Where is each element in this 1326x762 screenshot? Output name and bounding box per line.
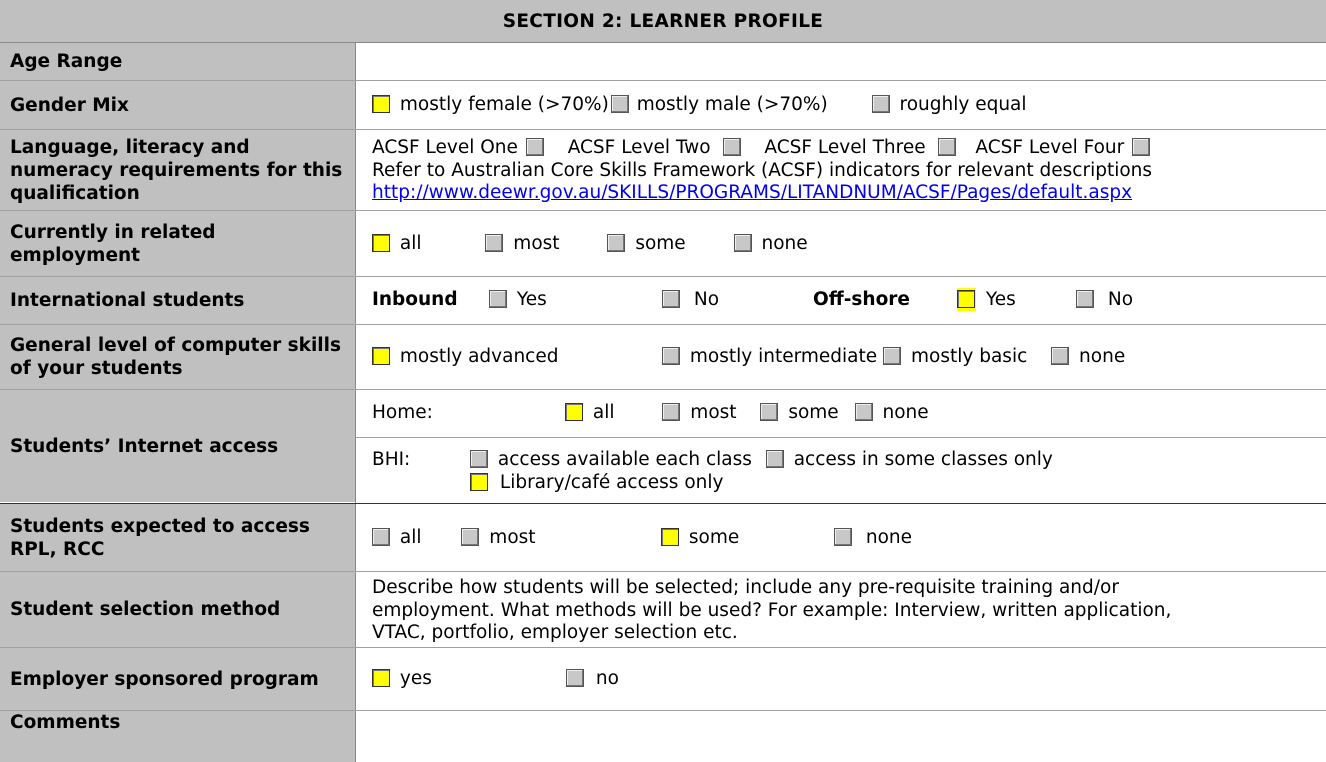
rpl-some-label: some <box>688 527 740 548</box>
inbound-yes-checkbox[interactable] <box>489 290 507 308</box>
offshore-yes-checkbox[interactable] <box>957 290 975 308</box>
home-most-label: most <box>690 402 737 423</box>
acsf-link[interactable]: http://www.deewr.gov.au/SKILLS/PROGRAMS/LITANDNUM/ACSF/Pages/default.aspx <box>372 182 1133 203</box>
sponsored-no-checkbox[interactable] <box>566 669 584 687</box>
employment-all-checkbox[interactable] <box>372 234 390 252</box>
acsf-level-four-label: ACSF Level Four <box>975 137 1125 158</box>
employment-some-checkbox[interactable] <box>607 234 625 252</box>
employment-some-label: some <box>635 233 686 254</box>
computer-advanced-label: mostly advanced <box>399 346 559 367</box>
home-options <box>565 401 929 424</box>
computer-intermediate-option <box>662 345 1125 368</box>
row-divider <box>0 324 1326 325</box>
inbound-no-checkbox[interactable] <box>662 290 680 308</box>
bhi-library-label: Library/café access only <box>499 472 724 493</box>
offshore-yes-highlight <box>957 288 976 311</box>
acsf-level-one-checkbox[interactable] <box>526 138 544 156</box>
row-divider <box>0 710 1326 711</box>
offshore-heading: Off-shore <box>813 289 910 310</box>
home-all-label: all <box>592 402 615 423</box>
sponsored-no-option <box>566 667 619 690</box>
acsf-level-three-checkbox[interactable] <box>938 138 956 156</box>
column-divider <box>355 42 356 762</box>
label-gender-mix: Gender Mix <box>0 81 356 129</box>
offshore-no-option <box>1076 288 1133 311</box>
employment-options <box>372 232 808 255</box>
rpl-most-label: most <box>489 527 536 548</box>
home-most-checkbox[interactable] <box>662 403 680 421</box>
computer-basic-label: mostly basic <box>911 346 1028 367</box>
inbound-no-label: No <box>693 289 720 310</box>
bhi-library-checkbox[interactable] <box>470 473 488 491</box>
rpl-most-checkbox[interactable] <box>461 528 479 546</box>
row-divider <box>356 437 1326 438</box>
selection-text-line1: Describe how students will be selected; include any pre-requisite training and/or <box>372 577 1119 598</box>
row-divider <box>0 571 1326 572</box>
computer-none-label: none <box>1079 346 1126 367</box>
rpl-none-option <box>834 526 912 549</box>
bhi-some-classes-checkbox[interactable] <box>766 450 784 468</box>
gender-female-checkbox[interactable] <box>372 95 390 113</box>
row-divider <box>0 276 1326 277</box>
inbound-yes-label: Yes <box>516 289 547 310</box>
bhi-options-line1 <box>470 448 1053 471</box>
offshore-no-checkbox[interactable] <box>1076 290 1094 308</box>
rpl-some-checkbox[interactable] <box>661 528 679 546</box>
label-comments: Comments <box>0 711 356 762</box>
bhi-some-classes-label: access in some classes only <box>793 449 1053 470</box>
employment-none-label: none <box>761 233 808 254</box>
rpl-none-checkbox[interactable] <box>834 528 852 546</box>
label-employment: Currently in related employment <box>0 211 356 276</box>
gender-mix-options <box>372 93 1027 116</box>
computer-intermediate-label: mostly intermediate <box>689 346 878 367</box>
sponsored-yes-checkbox[interactable] <box>372 669 390 687</box>
computer-basic-checkbox[interactable] <box>883 347 901 365</box>
row-divider <box>0 647 1326 648</box>
inbound-heading: Inbound <box>372 289 458 310</box>
home-all-checkbox[interactable] <box>565 403 583 421</box>
home-some-label: some <box>788 402 839 423</box>
gender-equal-label: roughly equal <box>899 94 1027 115</box>
label-internet-access: Students’ Internet access <box>0 390 356 502</box>
bhi-options-line2 <box>470 471 723 494</box>
employment-most-label: most <box>513 233 560 254</box>
label-selection-method: Student selection method <box>0 572 356 647</box>
inbound-no-option <box>662 288 719 311</box>
offshore-no-label: No <box>1107 289 1134 310</box>
acsf-level-two-checkbox[interactable] <box>723 138 741 156</box>
label-rpl: Students expected to access RPL, RCC <box>0 504 356 571</box>
employment-most-checkbox[interactable] <box>485 234 503 252</box>
rpl-all-label: all <box>399 527 422 548</box>
rpl-all-checkbox[interactable] <box>372 528 390 546</box>
acsf-level-one-label: ACSF Level One <box>372 137 518 158</box>
home-label: Home: <box>372 402 433 423</box>
gender-male-checkbox[interactable] <box>611 95 629 113</box>
acsf-level-four-checkbox[interactable] <box>1132 138 1150 156</box>
row-divider <box>0 503 1326 504</box>
gender-equal-checkbox[interactable] <box>872 95 890 113</box>
label-computer-skills: General level of computer skills of your students <box>0 325 356 389</box>
bhi-label: BHI: <box>372 449 411 470</box>
age-range-field[interactable] <box>372 49 1312 72</box>
computer-advanced-checkbox[interactable] <box>372 347 390 365</box>
gender-female-label: mostly female (>70%) <box>399 94 609 115</box>
home-none-checkbox[interactable] <box>855 403 873 421</box>
sponsored-yes-label: yes <box>399 668 432 689</box>
bhi-each-class-checkbox[interactable] <box>470 450 488 468</box>
bhi-each-class-label: access available each class <box>497 449 752 470</box>
offshore-yes-option <box>957 288 1016 311</box>
label-age-range: Age Range <box>0 43 356 80</box>
offshore-yes-label: Yes <box>985 289 1016 310</box>
acsf-level-two-label: ACSF Level Two <box>567 137 711 158</box>
rpl-none-label: none <box>865 527 913 548</box>
computer-intermediate-checkbox[interactable] <box>662 347 680 365</box>
employment-all-label: all <box>399 233 422 254</box>
acsf-levels <box>372 136 1150 159</box>
computer-advanced-option <box>372 345 558 368</box>
row-divider <box>0 389 1326 390</box>
gender-male-label: mostly male (>70%) <box>636 94 828 115</box>
label-international: International students <box>0 277 356 324</box>
sponsored-yes-option <box>372 667 432 690</box>
label-lln: Language, literacy and numeracy requirements for this qualification <box>0 130 356 210</box>
label-employer-sponsored: Employer sponsored program <box>0 648 356 710</box>
home-some-checkbox[interactable] <box>760 403 778 421</box>
computer-none-checkbox[interactable] <box>1051 347 1069 365</box>
selection-text-line3: VTAC, portfolio, employer selection etc. <box>372 622 738 643</box>
selection-text-line2: employment. What methods will be used? For example: Interview, written application, <box>372 600 1172 621</box>
sponsored-no-label: no <box>595 668 619 689</box>
employment-none-checkbox[interactable] <box>734 234 752 252</box>
row-divider <box>0 129 1326 130</box>
acsf-level-three-label: ACSF Level Three <box>764 137 926 158</box>
rpl-all-option <box>372 526 536 549</box>
section-title: SECTION 2: LEARNER PROFILE <box>0 0 1326 43</box>
row-divider <box>0 210 1326 211</box>
row-divider <box>0 80 1326 81</box>
comments-field[interactable] <box>360 714 1320 758</box>
home-none-label: none <box>882 402 929 423</box>
inbound-yes-option <box>489 288 547 311</box>
rpl-some-option <box>661 526 739 549</box>
acsf-note: Refer to Australian Core Skills Framework (ACSF) indicators for relevant descriptions <box>372 160 1153 181</box>
